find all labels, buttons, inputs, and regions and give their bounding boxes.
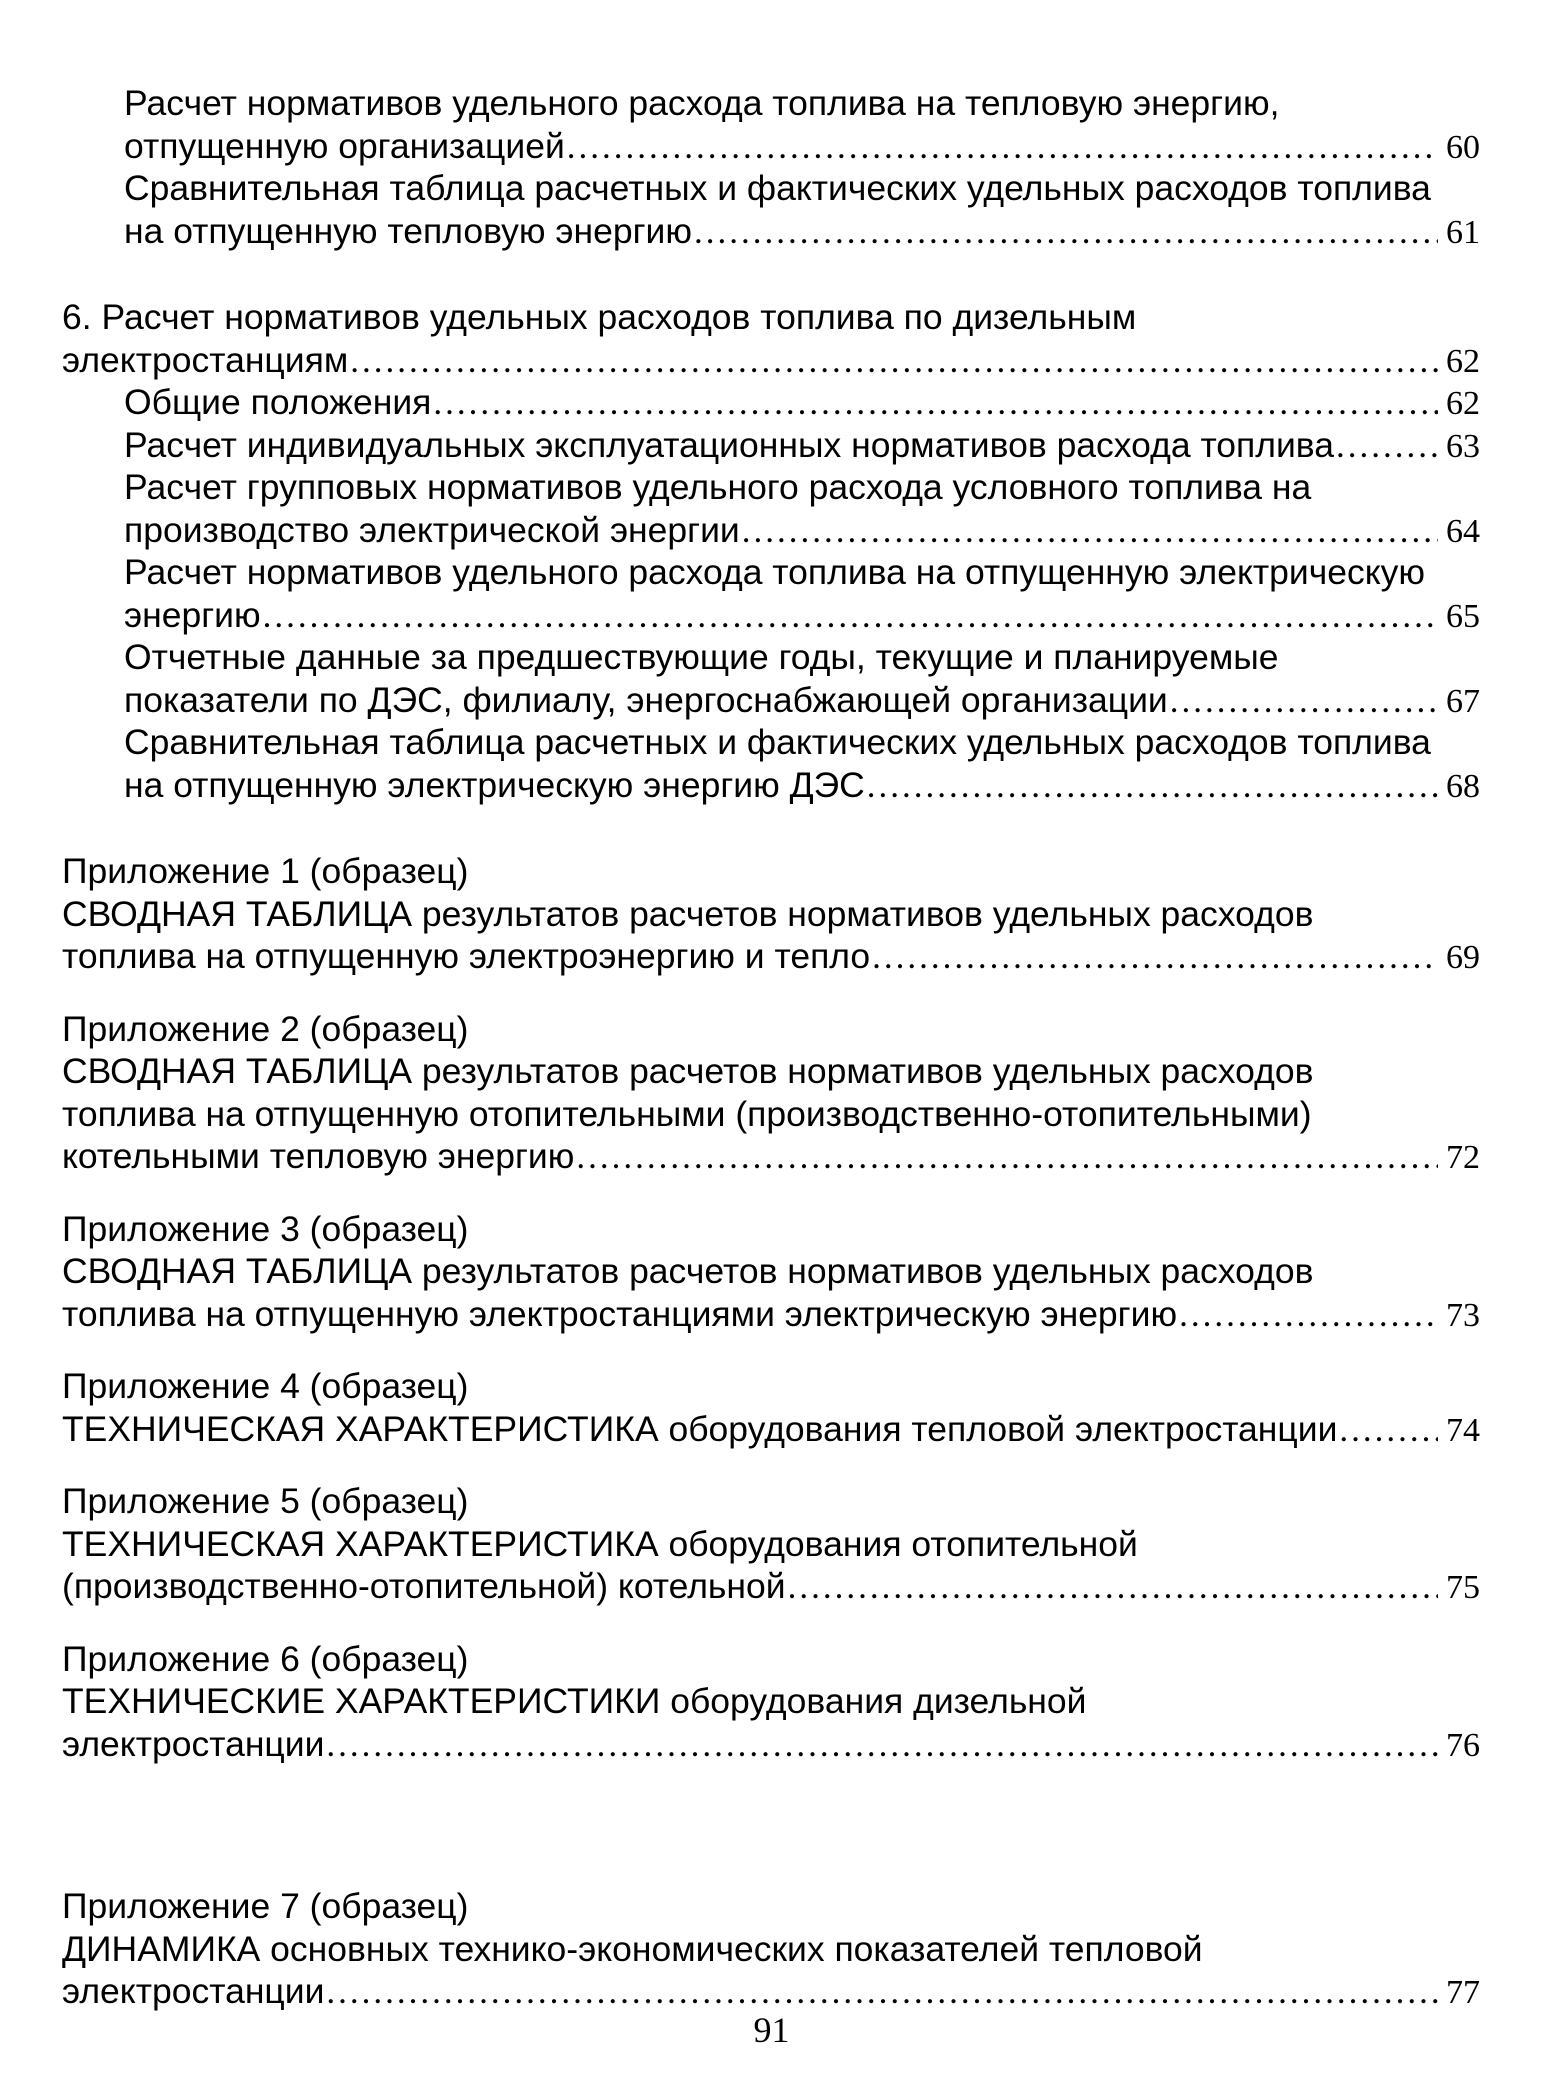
appendix-label: Приложение 4 (образец) <box>62 1366 469 1406</box>
toc-entry <box>62 721 1480 806</box>
toc-entry-last-line <box>62 1408 1480 1451</box>
appendix-label: Приложение 5 (образец) <box>62 1481 469 1521</box>
toc-entry-text: ТЕХНИЧЕСКАЯ ХАРАКТЕРИСТИКА оборудования тепловой электростанции <box>62 1408 1338 1449</box>
toc-entry-text: Сравнительная таблица расчетных и фактических удельных расходов топлива <box>124 722 1431 762</box>
toc-entry-text: электростанциям <box>62 339 349 380</box>
dot-leader <box>867 765 1438 808</box>
toc-appendix-entry <box>62 850 1480 978</box>
toc-page-number: 60 <box>1446 128 1480 166</box>
toc-entry <box>62 82 1480 167</box>
toc-entry-text: энергию <box>124 594 261 635</box>
toc-entry-text: на отпущенную тепловую энергию <box>124 210 693 251</box>
toc-entry-text: отпущенную организацией <box>124 125 565 166</box>
toc-page-number: 68 <box>1446 767 1480 805</box>
toc-entry-text: 6. Расчет нормативов удельных расходов топлива по дизельным <box>62 297 1137 337</box>
toc-entry-text: топлива на отпущенную отопительными (производственно-отопительными) <box>62 1093 1312 1134</box>
toc-appendix-entry <box>62 1885 1480 2013</box>
toc-entry <box>62 381 1480 424</box>
toc-appendix-entry <box>62 1008 1480 1178</box>
toc-appendix-entry <box>62 1365 1480 1450</box>
toc-entry-last-line <box>62 1723 1480 1766</box>
appendix-label: Приложение 6 (образец) <box>62 1638 469 1679</box>
toc-entry-last-line <box>124 381 1480 424</box>
toc-entry <box>62 551 1480 636</box>
toc-page-number: 74 <box>1446 1411 1480 1449</box>
toc-entry-text: на отпущенную электрическую энергию ДЭС <box>124 764 865 805</box>
toc-entry <box>62 636 1480 721</box>
toc-page-number: 64 <box>1446 512 1480 550</box>
toc-entry-text: Расчет индивидуальных эксплуатационных нормативов расхода топлива <box>124 424 1335 465</box>
toc-entry-last-line <box>62 1293 1480 1336</box>
toc-page-number: 62 <box>1446 342 1480 380</box>
toc-entry-last-line <box>62 1970 1480 2013</box>
toc-entry-last-line <box>124 509 1480 552</box>
dot-leader <box>1339 1409 1438 1452</box>
toc-entry-last-line <box>124 125 1480 168</box>
dot-leader <box>326 1724 1438 1767</box>
toc-entry-text: Расчет нормативов удельного расхода топлива на тепловую энергию, <box>124 83 1280 123</box>
page-number: 91 <box>753 2010 790 2050</box>
toc-page-number: 67 <box>1446 682 1480 720</box>
toc-entry-text: топлива на отпущенную электроэнергию и тепло <box>62 936 871 976</box>
table-of-contents <box>62 82 1480 2013</box>
dot-leader <box>788 1566 1438 1609</box>
dot-leader <box>1179 1294 1438 1337</box>
toc-entry-text: ДИНАМИКА основных технико-экономических показателей тепловой <box>62 1928 1203 1969</box>
dot-leader <box>567 126 1438 169</box>
toc-entry-last-line <box>124 210 1480 253</box>
toc-entry-last-line <box>124 679 1480 722</box>
toc-appendix-entry <box>62 1208 1480 1336</box>
toc-page-number: 69 <box>1446 939 1480 976</box>
toc-entry-text: показатели по ДЭС, филиалу, энергоснабжающей организации <box>124 679 1168 720</box>
dot-leader <box>1170 680 1438 723</box>
toc-entry-last-line <box>124 594 1480 637</box>
dot-leader <box>326 1971 1438 2014</box>
toc-appendix-entry <box>62 1638 1480 1766</box>
appendix-label: Приложение 7 (образец) <box>62 1886 469 1926</box>
toc-entry-text: СВОДНАЯ ТАБЛИЦА результатов расчетов нормативов удельных расходов <box>62 1051 1314 1091</box>
toc-entry-text: котельными тепловую энергию <box>62 1136 575 1176</box>
toc-entry-text: Отчетные данные за предшествующие годы, текущие и планируемые <box>124 637 1279 677</box>
toc-page-number: 65 <box>1446 597 1480 635</box>
appendix-label: Приложение 1 (образец) <box>62 851 469 891</box>
toc-entry-text: СВОДНАЯ ТАБЛИЦА результатов расчетов нормативов удельных расходов <box>62 1251 1314 1291</box>
toc-entry-text: СВОДНАЯ ТАБЛИЦА результатов расчетов нормативов удельных расходов <box>62 893 1314 934</box>
toc-entry <box>62 167 1480 252</box>
toc-entry-text: топлива на отпущенную электростанциями электрическую энергию <box>62 1293 1178 1334</box>
toc-entry-text: электростанции <box>62 1971 325 2011</box>
appendix-label: Приложение 2 (образец) <box>62 1008 469 1049</box>
toc-entry-text: ТЕХНИЧЕСКАЯ ХАРАКТЕРИСТИКА оборудования отопительной <box>62 1523 1138 1564</box>
toc-entry <box>62 466 1480 551</box>
toc-entry-last-line <box>62 1135 1480 1178</box>
toc-page-number: 63 <box>1446 427 1480 465</box>
toc-entry-text: производство электрической энергии <box>124 509 740 550</box>
toc-entry-last-line <box>62 339 1480 382</box>
toc-page-number: 73 <box>1446 1296 1480 1334</box>
toc-entry-last-line <box>124 764 1480 807</box>
dot-leader <box>872 936 1438 979</box>
dot-leader <box>1336 425 1438 468</box>
toc-entry-text: Расчет групповых нормативов удельного расхода условного топлива на <box>124 467 1312 507</box>
toc-entry-last-line <box>62 1565 1480 1608</box>
dot-leader <box>694 211 1438 254</box>
dot-leader <box>263 595 1438 638</box>
toc-page-number: 77 <box>1446 1974 1480 2011</box>
toc-entry-text: Общие положения <box>124 382 432 422</box>
appendix-label: Приложение 3 (образец) <box>62 1208 469 1249</box>
toc-entry-last-line <box>124 424 1480 467</box>
toc-entry-text: (производственно-отопительной) котельной <box>62 1566 786 1606</box>
toc-section-heading <box>62 296 1480 381</box>
toc-entry-text: Расчет нормативов удельного расхода топлива на отпущенную электрическую <box>124 552 1426 592</box>
toc-entry-text: ТЕХНИЧЕСКИЕ ХАРАКТЕРИСТИКИ оборудования дизельной <box>62 1681 1087 1721</box>
toc-page-number: 61 <box>1446 213 1480 251</box>
toc-entry-last-line <box>62 935 1480 978</box>
toc-page-number: 72 <box>1446 1139 1480 1176</box>
dot-leader <box>576 1136 1438 1179</box>
toc-entry-text: Сравнительная таблица расчетных и фактических удельных расходов топлива <box>124 168 1431 208</box>
toc-entry-text: электростанции <box>62 1723 325 1764</box>
toc-page-number: 75 <box>1446 1569 1480 1606</box>
dot-leader <box>742 510 1438 553</box>
dot-leader <box>433 382 1438 425</box>
toc-appendix-entry <box>62 1480 1480 1608</box>
toc-page-number: 76 <box>1446 1726 1480 1764</box>
toc-page-number: 62 <box>1446 385 1480 422</box>
toc-entry <box>62 424 1480 467</box>
dot-leader <box>350 340 1438 383</box>
